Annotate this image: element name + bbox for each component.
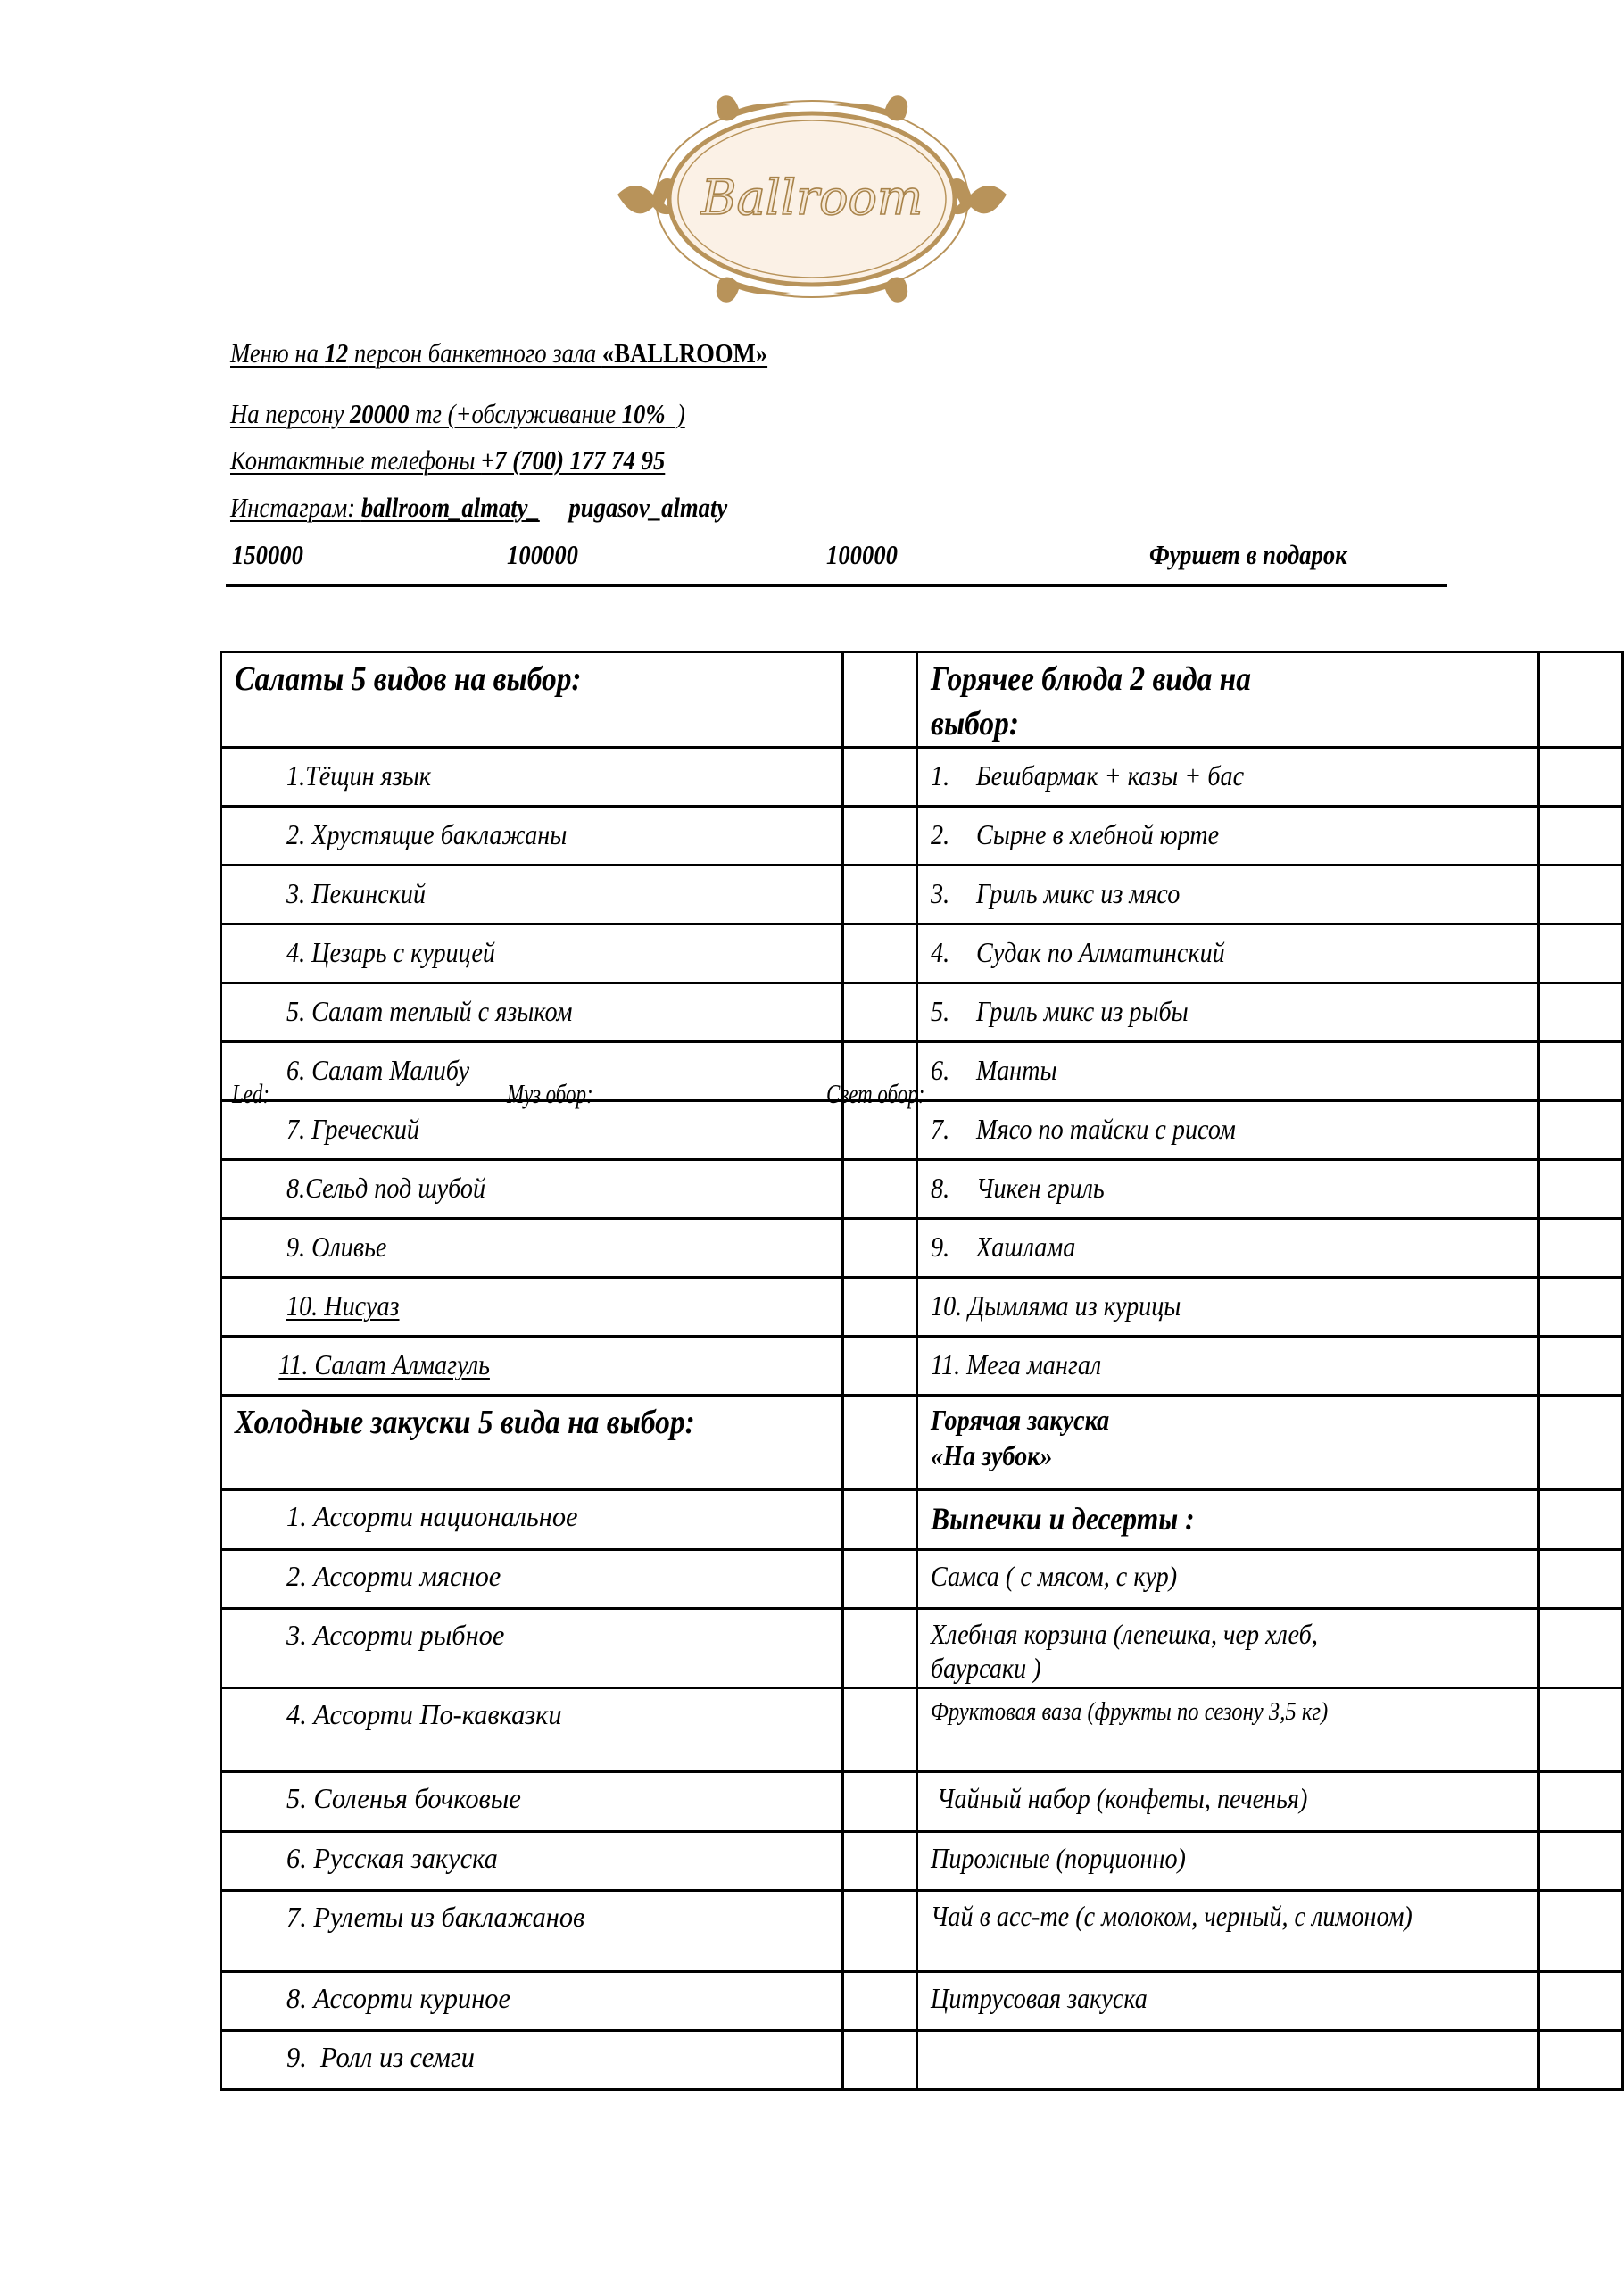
instagram-label: Инстаграм:: [230, 492, 361, 523]
price-per-person: [230, 398, 685, 430]
music-equipment-price: Муз обор: 100000: [507, 539, 593, 1109]
cold-appetizer-item: 9. Ролл из семги: [221, 2031, 843, 2090]
table-row: [221, 1396, 1623, 1490]
table-row: [221, 866, 1623, 924]
table-row: [221, 924, 1623, 983]
price-prefix: На персону: [230, 398, 350, 429]
guest-count: 12: [324, 337, 349, 369]
salad-item: 9. Оливье: [221, 1219, 843, 1278]
buffet-gift: Фуршет в подарок: [1149, 539, 1347, 570]
desserts-heading: Выпечки и десерты :: [917, 1490, 1539, 1550]
table-row: [221, 983, 1623, 1042]
cold-appetizer-item: 6. Русская закуска: [221, 1832, 843, 1891]
check-cell[interactable]: [843, 1550, 917, 1609]
instagram-handle-2[interactable]: pugasov_almaty: [568, 492, 728, 523]
dessert-item: Самса ( с мясом, с кур): [917, 1550, 1539, 1609]
table-row: [221, 1160, 1623, 1219]
table-row: [221, 748, 1623, 807]
check-cell[interactable]: [1539, 1337, 1623, 1396]
hot-dish-item: 8. Чикен гриль: [917, 1160, 1539, 1219]
table-row: [221, 1972, 1623, 2031]
check-cell[interactable]: [1539, 1550, 1623, 1609]
salad-item: 5. Салат теплый с языком: [221, 983, 843, 1042]
check-cell[interactable]: [1539, 807, 1623, 866]
table-row: [221, 1609, 1623, 1688]
check-cell[interactable]: [843, 1278, 917, 1337]
title-prefix: Меню на: [230, 337, 325, 369]
table-row: [221, 807, 1623, 866]
check-cell[interactable]: [843, 866, 917, 924]
check-cell[interactable]: [843, 1042, 917, 1101]
cold-appetizer-item: 5. Соленья бочковые: [221, 1772, 843, 1832]
salad-item: 10. Нисуаз: [221, 1278, 843, 1337]
table-row: [221, 1278, 1623, 1337]
instagram: [230, 492, 727, 524]
table-row: [221, 1891, 1623, 1972]
price-value: 20000: [349, 398, 410, 429]
table-row: [221, 1219, 1623, 1278]
check-cell[interactable]: [843, 1219, 917, 1278]
cold-appetizer-item: 8. Ассорти куриное: [221, 1972, 843, 2031]
salad-item: 3. Пекинский: [221, 866, 843, 924]
check-cell[interactable]: [1539, 1101, 1623, 1160]
check-cell[interactable]: [1539, 748, 1623, 807]
check-cell[interactable]: [843, 1490, 917, 1550]
check-cell[interactable]: [843, 652, 917, 748]
salad-item: 7. Греческий: [221, 1101, 843, 1160]
check-cell[interactable]: [843, 748, 917, 807]
dessert-item: Пирожные (порционно): [917, 1832, 1539, 1891]
cold-appetizer-item: 1. Ассорти национальное: [221, 1490, 843, 1550]
check-cell[interactable]: [1539, 1042, 1623, 1101]
menu-title: [230, 337, 767, 369]
check-cell[interactable]: [843, 1972, 917, 2031]
table-row: [221, 2031, 1623, 2090]
salads-heading: Салаты 5 видов на выбор:: [221, 652, 843, 748]
check-cell[interactable]: [843, 1609, 917, 1688]
hot-dish-item: 3. Гриль микс из мясо: [917, 866, 1539, 924]
dessert-item: Чай в асс-те (с молоком, черный, с лимоном): [917, 1891, 1539, 1972]
hot-dish-item: 1. Бешбармак + казы + бас: [917, 748, 1539, 807]
table-row: [221, 1337, 1623, 1396]
check-cell[interactable]: [1539, 924, 1623, 983]
check-cell[interactable]: [1539, 1490, 1623, 1550]
check-cell[interactable]: [843, 807, 917, 866]
cold-appetizer-item: 7. Рулеты из баклажанов: [221, 1891, 843, 1972]
salad-item: 4. Цезарь с курицей: [221, 924, 843, 983]
check-cell[interactable]: [1539, 1688, 1623, 1772]
dessert-item: Хлебная корзина (лепешка, чер хлеб, баурсаки ): [917, 1609, 1539, 1688]
check-cell[interactable]: [1539, 1160, 1623, 1219]
salad-item: 11. Салат Алмагуль: [221, 1337, 843, 1396]
table-row: [221, 1490, 1623, 1550]
hot-dish-item: 2. Сырне в хлебной юрте: [917, 807, 1539, 866]
hot-dish-item: 5. Гриль микс из рыбы: [917, 983, 1539, 1042]
check-cell[interactable]: [843, 924, 917, 983]
hot-dish-item: 9. Хашлама: [917, 1219, 1539, 1278]
check-cell[interactable]: [1539, 983, 1623, 1042]
check-cell[interactable]: [1539, 1219, 1623, 1278]
hot-dish-item: 11. Мега мангал: [917, 1337, 1539, 1396]
title-mid: персон банкетного зала: [348, 337, 602, 369]
table-row: [221, 1550, 1623, 1609]
price-mid: тг (+обслуживание: [409, 398, 622, 429]
check-cell[interactable]: [843, 2031, 917, 2090]
check-cell[interactable]: [843, 1160, 917, 1219]
light-equipment-price: Свет обор: 100000: [826, 539, 925, 1109]
contact-phones: [230, 444, 665, 477]
hot-dish-item: 6. Манты: [917, 1042, 1539, 1101]
check-cell[interactable]: [843, 1688, 917, 1772]
led-price: Led: 150000: [232, 539, 303, 1109]
phone-label: Контактные телефоны: [230, 444, 482, 476]
phone-number[interactable]: +7 (700) 177 74 95: [481, 444, 666, 476]
check-cell[interactable]: [843, 1891, 917, 1972]
hot-dish-item: 7. Мясо по тайски с рисом: [917, 1101, 1539, 1160]
salad-item: 2. Хрустящие баклажаны: [221, 807, 843, 866]
check-cell[interactable]: [1539, 1832, 1623, 1891]
check-cell[interactable]: [1539, 652, 1623, 748]
cold-appetizer-item: 3. Ассорти рыбное: [221, 1609, 843, 1688]
ballroom-logo: [616, 79, 1008, 319]
salad-item: 6. Салат Малибу: [221, 1042, 843, 1101]
menu-table: [220, 651, 1624, 2091]
hot-dishes-heading: Горячее блюда 2 вида на выбор:: [917, 652, 1539, 748]
check-cell[interactable]: [843, 983, 917, 1042]
check-cell[interactable]: [843, 1337, 917, 1396]
cold-appetizer-item: 4. Ассорти По-кавказки: [221, 1688, 843, 1772]
check-cell[interactable]: [843, 1101, 917, 1160]
table-row: [221, 1688, 1623, 1772]
check-cell[interactable]: [1539, 1396, 1623, 1490]
dessert-item: Чайный набор (конфеты, печенья): [917, 1772, 1539, 1832]
dessert-item: [917, 2031, 1539, 2090]
check-cell[interactable]: [843, 1396, 917, 1490]
salad-item: 1.Тёщин язык: [221, 748, 843, 807]
price-suffix: ): [665, 398, 685, 429]
check-cell[interactable]: [1539, 866, 1623, 924]
check-cell[interactable]: [843, 1772, 917, 1832]
table-row: [221, 1101, 1623, 1160]
check-cell[interactable]: [1539, 1972, 1623, 2031]
check-cell[interactable]: [1539, 1609, 1623, 1688]
logo-text: Ballroom: [700, 170, 924, 226]
check-cell[interactable]: [1539, 1772, 1623, 1832]
table-row: [221, 1832, 1623, 1891]
header-divider: [226, 584, 1447, 587]
check-cell[interactable]: [1539, 1278, 1623, 1337]
service-percent: 10%: [621, 398, 666, 429]
check-cell[interactable]: [843, 1832, 917, 1891]
table-row: [221, 1042, 1623, 1101]
hot-snack-heading: Горячая закуска «На зубок»: [917, 1396, 1539, 1490]
venue-name: «BALLROOM»: [601, 337, 768, 369]
check-cell[interactable]: [1539, 2031, 1623, 2090]
hot-dish-item: 10. Дымляма из курицы: [917, 1278, 1539, 1337]
hot-dish-item: 4. Судак по Алматинский: [917, 924, 1539, 983]
check-cell[interactable]: [1539, 1891, 1623, 1972]
instagram-handle-1[interactable]: ballroom_almaty_: [360, 492, 540, 523]
cold-appetizer-item: 2. Ассорти мясное: [221, 1550, 843, 1609]
table-row: [221, 652, 1623, 748]
cold-appetizers-heading: Холодные закуски 5 вида на выбор:: [221, 1396, 843, 1490]
salad-item: 8.Сельд под шубой: [221, 1160, 843, 1219]
table-row: [221, 1772, 1623, 1832]
dessert-item: Фруктовая ваза (фрукты по сезону 3,5 кг): [917, 1688, 1539, 1772]
dessert-item: Цитрусовая закуска: [917, 1972, 1539, 2031]
